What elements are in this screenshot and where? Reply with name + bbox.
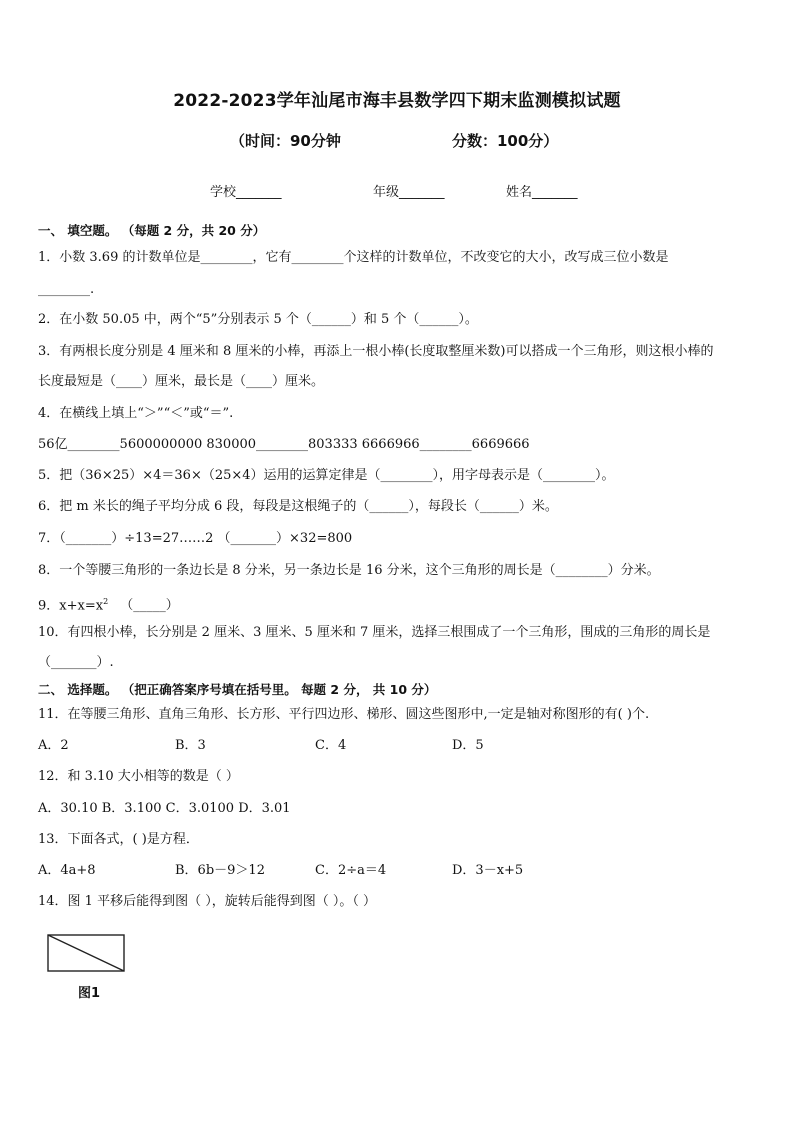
question-6: 6．把 m 米长的绳子平均分成 6 段，每段是这根绳子的（______），每段长（______）米。 xyxy=(38,499,558,514)
option-d: D．5 xyxy=(452,738,484,753)
question-10-line-1: 10．有四根小棒，长分别是 2 厘米、3 厘米、5 厘米和 7 厘米，选择三根围成了一个三角形，围成的三角形的周长是 xyxy=(38,625,711,640)
exam-title: 2022-2023学年汕尾市海丰县数学四下期末监测模拟试题 xyxy=(173,91,621,111)
exam-time: （时间：90分钟 xyxy=(230,132,341,150)
question-4-line-1: 4．在横线上填上“＞”“＜”或“＝”. xyxy=(38,406,234,421)
figure-1-diagonal xyxy=(48,935,124,971)
question-9-blank: （_____） xyxy=(120,598,179,614)
figure-1-label: 图1 xyxy=(78,986,101,1001)
option-a: A．4a+8 xyxy=(38,863,96,878)
question-5: 5．把（36×25）×4＝36×（25×4）运用的运算定律是（________），用字母表示是（________）。 xyxy=(38,468,615,483)
question-9 xyxy=(38,593,179,615)
option-b: B．6b－9＞12 xyxy=(175,863,265,878)
option-c: C．4 xyxy=(315,738,347,753)
question-2: 2．在小数 50.05 中，两个“5”分别表示 5 个（______）和 5 个（______）。 xyxy=(38,312,478,327)
section1-heading: 一、 填空题。 （每题 2 分，共 20 分） xyxy=(38,223,266,238)
option-c: C．2÷a＝4 xyxy=(315,863,387,878)
question-3-line-1: 3．有两根长度分别是 4 厘米和 8 厘米的小棒，再添上一根小棒(长度取整厘米数)可以搭成一个三角形，则这根小棒的 xyxy=(38,344,714,359)
question-7: 7．（_______）÷13=27……2 （_______）×32=800 xyxy=(38,531,353,546)
question-9-exponent: 2 xyxy=(103,597,109,606)
question-9-text: 9．x+x=x xyxy=(38,598,104,614)
option-d: D．3－x+5 xyxy=(452,863,524,878)
figure-1-rectangle xyxy=(47,934,125,972)
grade-field[interactable]: 年级_______ xyxy=(373,185,445,200)
question-3-line-2: 长度最短是（____）厘米，最长是（____）厘米。 xyxy=(38,374,325,389)
school-field[interactable]: 学校_______ xyxy=(210,185,282,200)
question-8: 8．一个等腰三角形的一条边长是 8 分米，另一条边长是 16 分米，这个三角形的周长是（________）分米。 xyxy=(38,563,660,578)
question-14: 14．图 1 平移后能得到图（ ），旋转后能得到图（ ）。（ ） xyxy=(38,894,376,909)
question-1-line-2: ________. xyxy=(38,282,95,297)
question-11: 11．在等腰三角形、直角三角形、长方形、平行四边形、梯形、圆这些图形中,一定是轴对称图形的有( )个. xyxy=(38,707,650,722)
question-10-line-2: （_______）. xyxy=(38,655,114,670)
option-b: B．3 xyxy=(175,738,206,753)
question-12-options: A．30.10 B．3.100 C．3.0100 D．3.01 xyxy=(38,801,291,816)
section2-heading: 二、 选择题。 （把正确答案序号填在括号里。 每题 2 分， 共 10 分） xyxy=(38,682,437,697)
name-field[interactable]: 姓名_______ xyxy=(506,185,578,200)
option-a: A．2 xyxy=(38,738,69,753)
question-4-line-2: 56亿________5600000000 830000________803333 6666966________6669666 xyxy=(38,437,530,452)
question-13: 13．下面各式，( )是方程． xyxy=(38,832,199,847)
exam-score: 分数：100分） xyxy=(452,132,559,150)
question-1-line-1: 1．小数 3.69 的计数单位是________，它有________个这样的计数单位，不改变它的大小，改写成三位小数是 xyxy=(38,250,669,265)
question-12: 12．和 3.10 大小相等的数是（ ） xyxy=(38,769,239,784)
